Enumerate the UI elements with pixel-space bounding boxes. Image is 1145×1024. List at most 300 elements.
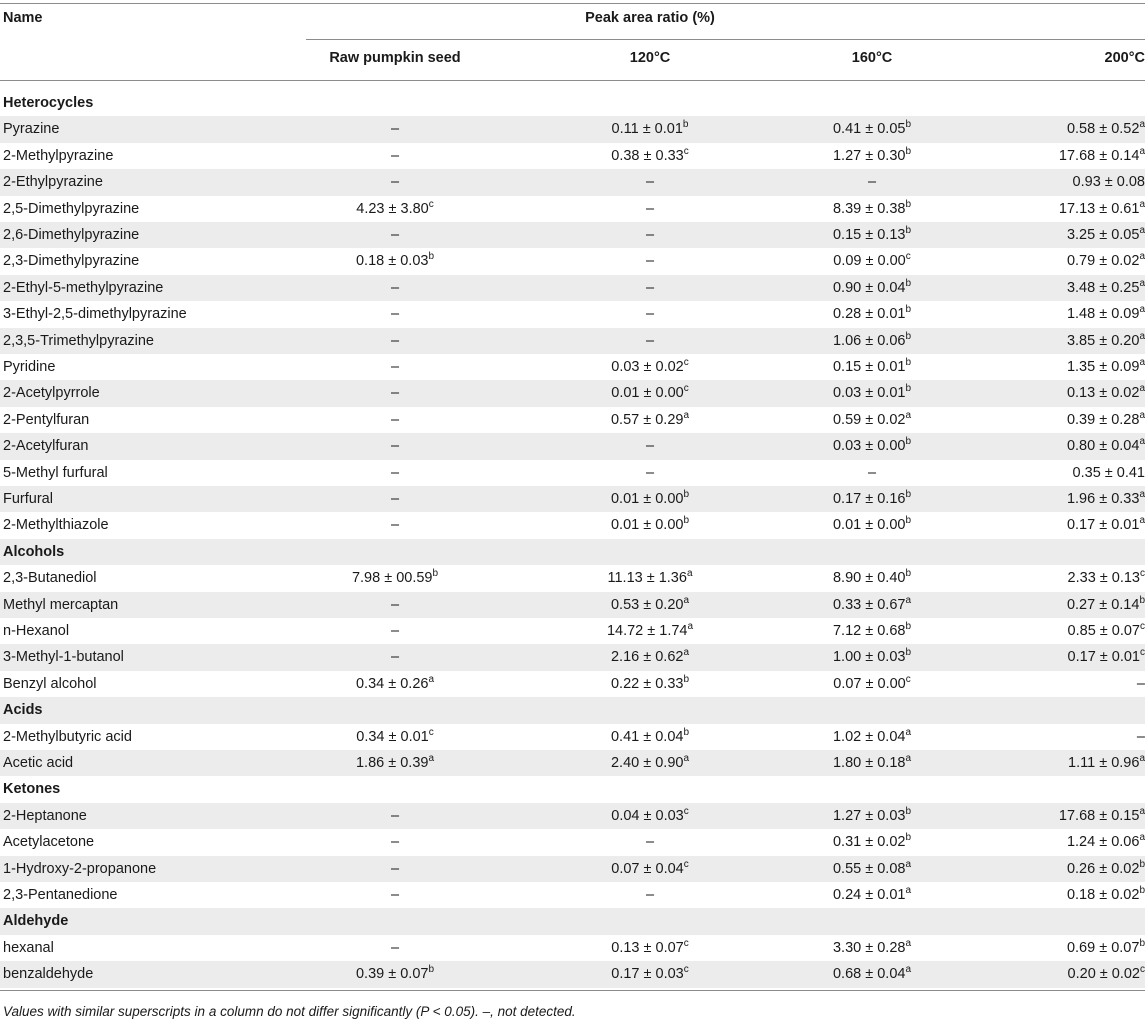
value-cell (782, 407, 962, 433)
significance-superscript: a (1139, 119, 1145, 131)
value-cell (560, 856, 740, 882)
value-cell (975, 565, 1145, 591)
category-label: Heterocycles (3, 95, 94, 111)
value-text: 0.57 ± 0.29 (610, 411, 684, 428)
significance-superscript: a (683, 409, 690, 421)
value-cell (306, 407, 484, 433)
name-column-header: Name (3, 10, 43, 26)
significance-superscript: a (1139, 436, 1145, 448)
value-text: – (390, 939, 400, 956)
value-cell (975, 354, 1145, 380)
value-cell (782, 724, 962, 750)
value-text: 0.13 ± 0.02 (1066, 385, 1140, 402)
group-header-rule (306, 39, 1145, 40)
value-cell (306, 486, 484, 512)
compound-name: 2-Ethyl-5-methylpyrazine (3, 279, 164, 296)
value-text: 2.16 ± 0.62 (610, 649, 684, 666)
value-cell (306, 143, 484, 169)
table-row (0, 803, 1145, 829)
compound-name: hexanal (3, 939, 54, 956)
value-text: 0.18 ± 0.03 (355, 253, 429, 270)
table-row (0, 592, 1145, 618)
value-text: 0.15 ± 0.01 (832, 359, 906, 375)
column-header-raw: Raw pumpkin seed (329, 50, 461, 66)
table-row (0, 169, 1145, 195)
compound-name: 2-Methylpyrazine (3, 147, 114, 164)
table-row (0, 565, 1145, 591)
value-text: 1.27 ± 0.30 (832, 147, 906, 164)
value-text: 0.69 ± 0.07 (1066, 939, 1140, 956)
significance-superscript: a (1139, 753, 1145, 765)
significance-superscript: b (905, 489, 912, 501)
value-text: 11.13 ± 1.36 (607, 570, 687, 587)
value-text: 3.25 ± 0.05 (1066, 227, 1140, 243)
value-cell (306, 328, 484, 354)
significance-superscript: b (1139, 885, 1145, 897)
value-cell (560, 486, 740, 512)
significance-superscript: a (687, 621, 694, 633)
value-cell (306, 169, 484, 195)
significance-superscript: b (905, 436, 912, 448)
value-cell (560, 275, 740, 301)
significance-superscript: a (905, 726, 912, 738)
value-text: 0.39 ± 0.28 (1066, 411, 1140, 428)
value-text: 3.85 ± 0.20 (1066, 332, 1140, 349)
value-cell (306, 618, 484, 644)
value-text: 3.30 ± 0.28 (832, 939, 906, 956)
compound-name: 2,3-Pentanedione (3, 887, 118, 903)
significance-superscript: a (683, 753, 690, 765)
value-cell (560, 380, 740, 406)
value-text: 0.17 ± 0.01 (1067, 649, 1140, 666)
compound-name: 2,3,5-Trimethylpyrazine (3, 332, 154, 349)
table-row (0, 618, 1145, 644)
value-cell (975, 486, 1145, 512)
table-row (0, 328, 1145, 354)
significance-superscript: b (432, 568, 439, 580)
value-text: 1.27 ± 0.03 (832, 807, 906, 824)
value-text: 0.34 ± 0.26 (355, 675, 429, 692)
value-text: 0.01 ± 0.00 (832, 517, 906, 534)
value-cell (306, 935, 484, 961)
value-cell (975, 671, 1145, 697)
significance-superscript: b (1139, 594, 1145, 606)
value-text: 1.02 ± 0.04 (832, 728, 906, 745)
value-cell (560, 433, 740, 459)
value-text: – (645, 174, 655, 191)
significance-superscript: c (1140, 647, 1145, 659)
table-row (0, 882, 1145, 908)
compound-name: 5-Methyl furfural (3, 464, 108, 481)
value-cell (782, 592, 962, 618)
value-cell (782, 380, 962, 406)
significance-superscript: b (905, 119, 912, 131)
value-text: 0.35 ± 0.41 (1072, 464, 1145, 481)
value-cell (560, 961, 740, 987)
table-row (0, 829, 1145, 855)
significance-superscript: a (683, 647, 690, 659)
value-text: 0.80 ± 0.04 (1066, 438, 1140, 455)
significance-superscript: b (905, 832, 912, 844)
value-text: 1.35 ± 0.09 (1066, 359, 1140, 375)
value-text: 0.11 ± 0.01 (611, 121, 683, 138)
significance-superscript: a (1139, 832, 1145, 844)
value-cell (306, 460, 484, 486)
value-text: 0.24 ± 0.01 (832, 887, 906, 903)
significance-superscript: b (905, 330, 912, 342)
value-text: – (390, 860, 400, 877)
value-text: 2.40 ± 0.90 (610, 755, 684, 771)
value-text: 0.13 ± 0.07 (611, 939, 684, 956)
header-bottom-rule (0, 80, 1145, 81)
significance-superscript: c (683, 145, 689, 157)
value-cell (782, 116, 962, 142)
significance-superscript: b (683, 489, 690, 501)
value-cell (306, 961, 484, 987)
table-row (0, 301, 1145, 327)
value-text: 7.98 ± 00.59 (351, 570, 433, 587)
value-text: – (645, 253, 655, 270)
compound-name: 1-Hydroxy-2-propanone (3, 860, 157, 877)
significance-superscript: a (905, 858, 912, 870)
value-text: 0.33 ± 0.67 (832, 596, 906, 613)
value-text: – (645, 438, 655, 455)
value-text: – (645, 306, 655, 323)
value-text: – (390, 887, 400, 903)
value-cell (306, 671, 484, 697)
value-cell (782, 750, 962, 776)
compound-name: Furfural (3, 491, 53, 507)
value-cell (782, 460, 962, 486)
category-row (0, 908, 1145, 934)
table-row (0, 961, 1145, 987)
value-text: 0.17 ± 0.03 (611, 966, 684, 983)
significance-superscript: a (1139, 357, 1145, 369)
value-cell (782, 644, 962, 670)
significance-superscript: b (682, 119, 689, 131)
compound-name: 2-Methylbutyric acid (3, 728, 132, 745)
significance-superscript: a (686, 568, 693, 580)
value-cell (306, 248, 484, 274)
value-text: 0.03 ± 0.01 (832, 385, 906, 402)
value-cell (560, 143, 740, 169)
value-text: 0.58 ± 0.52 (1066, 121, 1140, 138)
value-cell (782, 301, 962, 327)
compound-name: Methyl mercaptan (3, 596, 119, 613)
value-cell (306, 512, 484, 538)
value-text: – (645, 834, 655, 851)
value-cell (560, 354, 740, 380)
table-row (0, 750, 1145, 776)
significance-superscript: c (683, 357, 689, 369)
value-cell (782, 856, 962, 882)
value-cell (560, 592, 740, 618)
value-text: – (390, 279, 400, 296)
table-footnote: Values with similar superscripts in a column do not differ significantly (P < 0.05). –, not detected. (3, 1004, 576, 1019)
significance-superscript: c (683, 937, 689, 949)
value-cell (782, 169, 962, 195)
compound-name: 2,3-Dimethylpyrazine (3, 253, 140, 270)
significance-superscript: a (1139, 225, 1145, 237)
significance-superscript: a (905, 594, 912, 606)
significance-superscript: c (905, 673, 911, 685)
value-text: – (390, 227, 400, 243)
compound-name: 3-Methyl-1-butanol (3, 649, 124, 666)
table-row (0, 671, 1145, 697)
value-text: 0.01 ± 0.00 (611, 385, 684, 402)
value-text: – (390, 385, 400, 402)
value-text: 0.18 ± 0.02 (1066, 887, 1140, 903)
value-text: 0.17 ± 0.01 (1066, 517, 1140, 534)
compound-name: 2-Pentylfuran (3, 411, 90, 428)
table-row (0, 460, 1145, 486)
significance-superscript: b (905, 357, 912, 369)
value-text: 1.80 ± 0.18 (832, 755, 906, 771)
table-row (0, 433, 1145, 459)
value-text: – (645, 227, 655, 243)
value-text: 0.27 ± 0.14 (1066, 596, 1140, 613)
value-cell (560, 750, 740, 776)
value-cell (782, 671, 962, 697)
value-text: 0.41 ± 0.05 (832, 121, 906, 138)
value-cell (560, 460, 740, 486)
significance-superscript: b (905, 225, 912, 237)
category-row (0, 776, 1145, 802)
value-cell (975, 803, 1145, 829)
significance-superscript: c (428, 198, 434, 210)
table-row (0, 196, 1145, 222)
value-cell (560, 882, 740, 908)
value-cell (560, 407, 740, 433)
value-text: 0.20 ± 0.02 (1067, 966, 1140, 983)
value-cell (560, 829, 740, 855)
value-cell (975, 724, 1145, 750)
compound-name: 3-Ethyl-2,5-dimethylpyrazine (3, 306, 187, 323)
table-row (0, 116, 1145, 142)
significance-superscript: b (683, 515, 690, 527)
value-cell (782, 935, 962, 961)
table-row (0, 248, 1145, 274)
significance-superscript: b (905, 621, 912, 633)
significance-superscript: a (1139, 251, 1145, 263)
value-text: 0.26 ± 0.02 (1066, 860, 1140, 877)
value-text: – (390, 807, 400, 824)
value-cell (306, 196, 484, 222)
value-cell (782, 882, 962, 908)
value-cell (975, 856, 1145, 882)
value-cell (975, 750, 1145, 776)
significance-superscript: a (905, 409, 912, 421)
value-text: 0.53 ± 0.20 (610, 596, 684, 613)
category-label: Ketones (3, 781, 61, 798)
value-cell (306, 724, 484, 750)
value-text: 4.23 ± 3.80 (356, 200, 429, 217)
value-cell (306, 803, 484, 829)
value-cell (306, 592, 484, 618)
table-row (0, 724, 1145, 750)
significance-superscript: b (1139, 937, 1145, 949)
value-cell (975, 143, 1145, 169)
compound-name: 2-Ethylpyrazine (3, 174, 103, 191)
table-row (0, 222, 1145, 248)
value-text: – (390, 596, 400, 613)
value-cell (975, 196, 1145, 222)
value-text: – (390, 517, 400, 534)
value-text: 0.28 ± 0.01 (832, 306, 906, 323)
column-header-120c: 120°C (629, 50, 671, 66)
table-row (0, 380, 1145, 406)
value-cell (975, 169, 1145, 195)
value-cell (975, 882, 1145, 908)
value-text: – (645, 279, 655, 296)
value-text: 0.59 ± 0.02 (832, 411, 906, 428)
value-text: 1.48 ± 0.09 (1066, 306, 1140, 323)
compound-name: 2-Acetylfuran (3, 438, 89, 455)
significance-superscript: a (1139, 489, 1145, 501)
significance-superscript: b (905, 568, 912, 580)
significance-superscript: b (905, 515, 912, 527)
value-text: – (390, 649, 400, 666)
significance-superscript: b (905, 383, 912, 395)
value-text: 0.55 ± 0.08 (832, 860, 906, 877)
significance-superscript: a (1139, 515, 1145, 527)
value-cell (975, 275, 1145, 301)
value-text: 7.12 ± 0.68 (832, 623, 906, 639)
compound-name: 2,3-Butanediol (3, 570, 97, 587)
value-cell (975, 592, 1145, 618)
compound-name: 2-Acetylpyrrole (3, 385, 100, 402)
value-cell (975, 460, 1145, 486)
value-cell (975, 935, 1145, 961)
value-cell (782, 512, 962, 538)
value-cell (306, 750, 484, 776)
table-row (0, 644, 1145, 670)
compound-name: Benzyl alcohol (3, 675, 97, 692)
value-text: 8.90 ± 0.40 (832, 570, 906, 587)
value-cell (975, 116, 1145, 142)
value-cell (782, 803, 962, 829)
value-text: – (390, 306, 400, 323)
value-cell (782, 565, 962, 591)
significance-superscript: c (683, 964, 689, 976)
compound-name: 2,5-Dimethylpyrazine (3, 200, 140, 217)
value-text: 0.07 ± 0.00 (833, 675, 906, 692)
significance-superscript: a (1139, 383, 1145, 395)
value-cell (306, 882, 484, 908)
value-text: 1.86 ± 0.39 (355, 755, 429, 771)
value-text: – (390, 174, 400, 191)
value-text: – (390, 359, 400, 375)
value-text: 1.24 ± 0.06 (1066, 834, 1140, 851)
table-row (0, 275, 1145, 301)
value-text: – (390, 332, 400, 349)
value-text: 0.07 ± 0.04 (611, 860, 684, 877)
value-text: – (390, 121, 400, 138)
value-cell (306, 433, 484, 459)
value-cell (306, 644, 484, 670)
significance-superscript: a (905, 885, 912, 897)
value-text: 2.33 ± 0.13 (1067, 570, 1140, 587)
value-text: 0.03 ± 0.00 (832, 438, 906, 455)
value-cell (975, 512, 1145, 538)
significance-superscript: c (905, 251, 911, 263)
value-text: – (390, 147, 400, 164)
significance-superscript: c (683, 805, 689, 817)
value-cell (306, 301, 484, 327)
value-text: – (390, 623, 400, 639)
value-cell (975, 248, 1145, 274)
value-text: 8.39 ± 0.38 (832, 200, 906, 217)
value-cell (782, 829, 962, 855)
value-text: – (867, 174, 877, 191)
value-cell (560, 724, 740, 750)
value-cell (782, 618, 962, 644)
value-text: 0.79 ± 0.02 (1066, 253, 1140, 270)
value-text: 1.11 ± 0.96 (1068, 755, 1140, 771)
significance-superscript: a (1139, 198, 1145, 210)
value-text: – (390, 491, 400, 507)
value-text: 0.38 ± 0.33 (611, 147, 684, 164)
value-cell (975, 222, 1145, 248)
compound-name: Acetylacetone (3, 834, 95, 851)
value-cell (782, 486, 962, 512)
value-text: – (390, 438, 400, 455)
table-row (0, 143, 1145, 169)
value-cell (782, 275, 962, 301)
value-cell (306, 222, 484, 248)
compound-name: Pyridine (3, 359, 56, 375)
peak-area-ratio-header: Peak area ratio (%) (585, 10, 715, 26)
value-cell (975, 433, 1145, 459)
value-cell (782, 961, 962, 987)
value-text: 0.15 ± 0.13 (832, 227, 906, 243)
value-text: – (645, 887, 655, 903)
category-label: Alcohols (3, 543, 65, 560)
value-text: 0.03 ± 0.02 (611, 359, 684, 375)
significance-superscript: b (905, 805, 912, 817)
value-text: 17.13 ± 0.61 (1058, 200, 1140, 217)
value-text: 0.31 ± 0.02 (832, 834, 906, 851)
value-text: – (645, 464, 655, 481)
value-text: 0.09 ± 0.00 (833, 253, 906, 270)
value-text: 0.41 ± 0.04 (610, 728, 684, 745)
table-top-rule (0, 3, 1145, 4)
value-cell (782, 143, 962, 169)
significance-superscript: a (1139, 805, 1145, 817)
value-cell (560, 222, 740, 248)
compound-name: 2-Methylthiazole (3, 517, 109, 534)
significance-superscript: a (1139, 409, 1145, 421)
significance-superscript: b (905, 198, 912, 210)
value-cell (560, 196, 740, 222)
value-cell (306, 275, 484, 301)
value-text: 14.72 ± 1.74 (606, 623, 688, 639)
value-cell (560, 618, 740, 644)
significance-superscript: b (905, 647, 912, 659)
significance-superscript: c (683, 383, 689, 395)
significance-superscript: b (683, 673, 690, 685)
table-row (0, 512, 1145, 538)
significance-superscript: a (1139, 304, 1145, 316)
value-text: 0.90 ± 0.04 (832, 279, 906, 296)
value-text: 0.68 ± 0.04 (832, 966, 906, 983)
value-text: 17.68 ± 0.14 (1058, 147, 1140, 164)
value-text: – (1136, 675, 1145, 692)
value-text: – (645, 200, 655, 217)
value-text: – (390, 834, 400, 851)
category-label: Acids (3, 702, 43, 719)
value-cell (782, 222, 962, 248)
